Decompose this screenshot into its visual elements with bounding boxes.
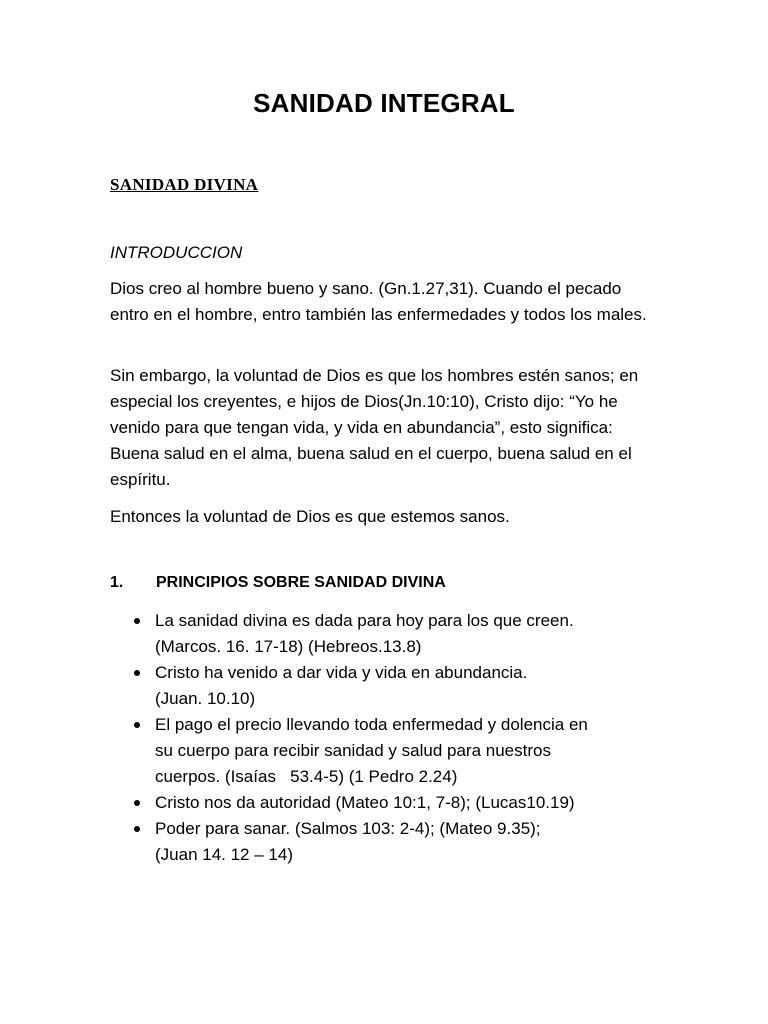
list-item bbox=[155, 790, 655, 816]
paragraph: Entonces la voluntad de Dios es que estemos sanos. bbox=[110, 507, 510, 526]
intro-heading: INTRODUCCION bbox=[110, 243, 243, 262]
list-item-line: (Juan 14. 12 – 14) bbox=[155, 845, 293, 864]
list-item-line: (Marcos. 16. 17-18) (Hebreos.13.8) bbox=[155, 637, 422, 656]
bullet-icon bbox=[134, 618, 140, 624]
list-item bbox=[155, 608, 655, 660]
list-item bbox=[155, 660, 655, 712]
list-item-line: cuerpos. (Isaías 53.4-5) (1 Pedro 2.24) bbox=[155, 767, 458, 786]
paragraph: Dios creo al hombre bueno y sano. (Gn.1.27,31). Cuando el pecado entro en el hombre, entro también las enfermedades y todos los males. bbox=[110, 279, 647, 324]
principles-list bbox=[155, 608, 655, 868]
principles-heading bbox=[110, 574, 446, 592]
paragraph: Sin embargo, la voluntad de Dios es que los hombres estén sanos; en especial los creyentes, e hijos de Dios(Jn.10:10), Cristo dijo: “Yo he venido para que tengan vida, y vida en abundancia”, esto significa: Buena salud en el alma, buena salud en el cuerpo, buena salud en el espíritu. bbox=[110, 366, 639, 489]
list-item-line: El pago el precio llevando toda enfermedad y dolencia en bbox=[155, 715, 588, 734]
list-item bbox=[155, 712, 655, 790]
principles-number: 1. bbox=[110, 574, 124, 591]
list-item-line: (Juan. 10.10) bbox=[155, 689, 256, 708]
section-title: SANIDAD DIVINA bbox=[110, 175, 259, 194]
bullet-icon bbox=[134, 722, 140, 728]
list-item bbox=[155, 816, 655, 868]
list-item-line: Cristo nos da autoridad (Mateo 10:1, 7-8); (Lucas10.19) bbox=[155, 793, 575, 812]
list-item-line: Cristo ha venido a dar vida y vida en abundancia. bbox=[155, 663, 528, 682]
principles-heading-text: PRINCIPIOS SOBRE SANIDAD DIVINA bbox=[156, 574, 446, 591]
bullet-icon bbox=[134, 800, 140, 806]
bullet-icon bbox=[134, 670, 140, 676]
document-title: SANIDAD INTEGRAL bbox=[253, 88, 515, 118]
list-item-line: La sanidad divina es dada para hoy para los que creen. bbox=[155, 611, 574, 630]
list-item-line: su cuerpo para recibir sanidad y salud para nuestros bbox=[155, 741, 551, 760]
bullet-icon bbox=[134, 826, 140, 832]
list-item-line: Poder para sanar. (Salmos 103: 2-4); (Mateo 9.35); bbox=[155, 819, 541, 838]
